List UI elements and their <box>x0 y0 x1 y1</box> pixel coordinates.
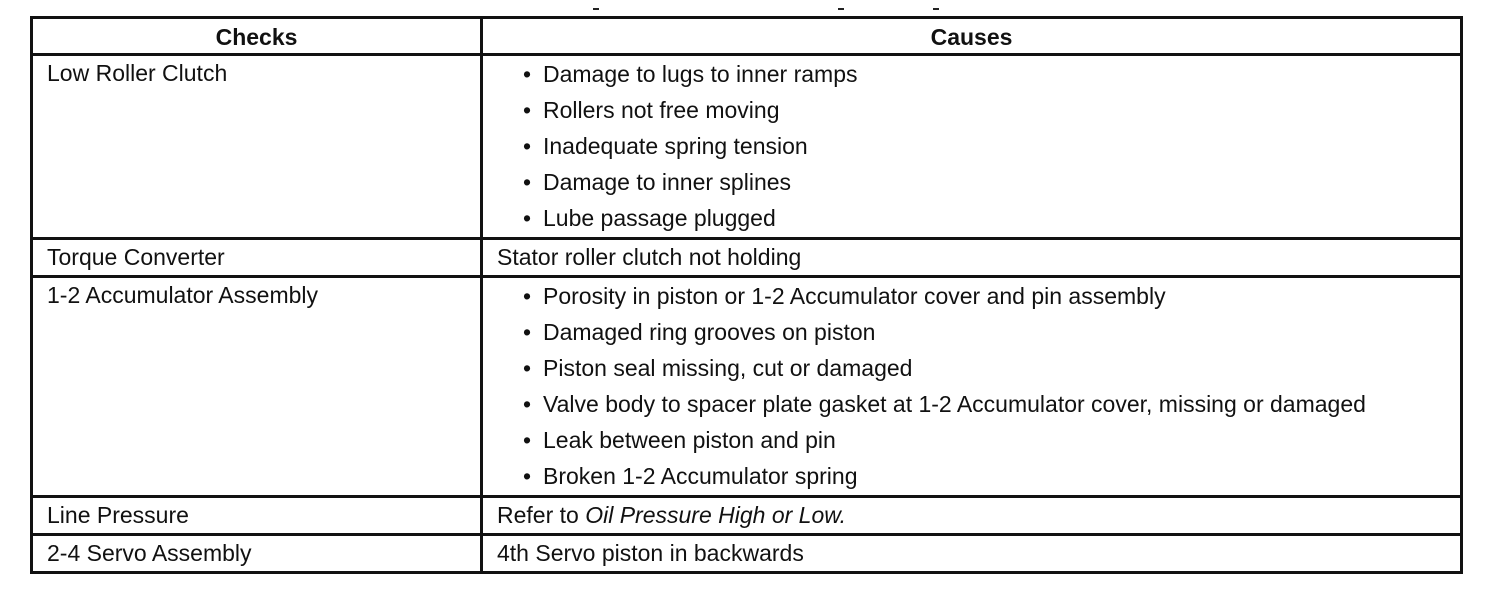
checks-column-header: Checks <box>32 18 482 55</box>
cause-item: • Inadequate spring tension <box>523 132 1448 160</box>
checks-causes-table <box>30 16 1463 574</box>
cause-item: • Damaged ring grooves on piston <box>523 318 1448 346</box>
check-cell: 1-2 Accumulator Assembly <box>32 277 482 497</box>
table-row <box>32 239 1462 277</box>
cause-cell <box>482 497 1462 535</box>
scan-mark <box>933 8 939 10</box>
table-row <box>32 535 1462 573</box>
cause-prefix: Refer to <box>497 502 586 528</box>
causes-list <box>497 59 1448 233</box>
causes-cell <box>482 277 1462 497</box>
scan-mark <box>838 8 844 10</box>
check-cell: 2-4 Servo Assembly <box>32 535 482 573</box>
table-row <box>32 277 1462 497</box>
cause-cell: 4th Servo piston in backwards <box>482 535 1462 573</box>
check-cell: Torque Converter <box>32 239 482 277</box>
scan-artifact-marks <box>0 0 1504 16</box>
check-cell: Low Roller Clutch <box>32 55 482 239</box>
cause-item: • Valve body to spacer plate gasket at 1-2 Accumulator cover, missing or damaged <box>523 390 1448 418</box>
table-row <box>32 55 1462 239</box>
causes-cell <box>482 55 1462 239</box>
table-row <box>32 497 1462 535</box>
check-cell: Line Pressure <box>32 497 482 535</box>
causes-column-header: Causes <box>482 18 1462 55</box>
cause-cell: Stator roller clutch not holding <box>482 239 1462 277</box>
table-header-row <box>32 18 1462 55</box>
cause-item: • Damage to inner splines <box>523 168 1448 196</box>
cause-item: • Damage to lugs to inner ramps <box>523 60 1448 88</box>
cause-item: • Broken 1-2 Accumulator spring <box>523 462 1448 490</box>
cause-reference: Oil Pressure High or Low. <box>585 502 846 528</box>
cause-item: • Leak between piston and pin <box>523 426 1448 454</box>
scan-mark <box>593 8 599 10</box>
causes-list <box>497 281 1448 491</box>
cause-item: • Lube passage plugged <box>523 204 1448 232</box>
cause-item: • Rollers not free moving <box>523 96 1448 124</box>
cause-item: • Piston seal missing, cut or damaged <box>523 354 1448 382</box>
cause-item: • Porosity in piston or 1-2 Accumulator cover and pin assembly <box>523 282 1448 310</box>
